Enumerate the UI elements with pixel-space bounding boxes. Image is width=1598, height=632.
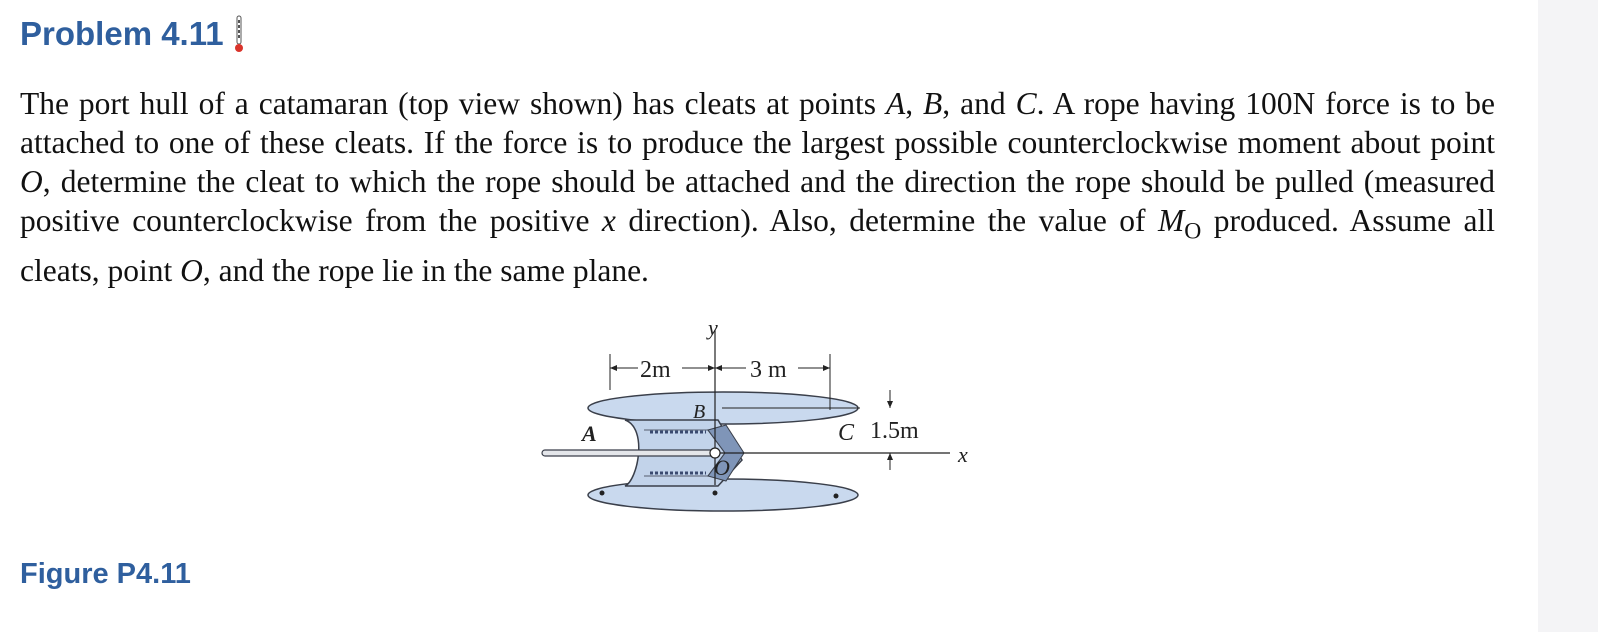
arrow-dim-right-start: [715, 365, 722, 371]
statement-segment: O: [180, 253, 203, 289]
statement-segment: A: [885, 86, 906, 121]
dim-left-label: 2m: [640, 357, 671, 383]
cleat-dot-left: [600, 491, 605, 496]
problem-statement: [20, 84, 1495, 290]
point-c-label: C: [838, 420, 855, 446]
catamaran-figure: [530, 310, 990, 530]
cleat-dot-center: [713, 491, 718, 496]
statement-segment: produced. Assume all cleats, point: [20, 203, 1496, 289]
arrow-dim-right-end: [823, 365, 830, 371]
arrow-dim-left-end: [708, 365, 715, 371]
arrow-dim-vert-lower: [887, 453, 893, 460]
y-axis-label: y: [708, 315, 718, 340]
dim-vertical-label: 1.5m: [870, 418, 919, 444]
problem-title-text: Problem 4.11: [20, 15, 224, 52]
dim-right-label: 3 m: [750, 357, 787, 383]
point-a-label: A: [582, 421, 597, 446]
statement-segment: direction). Also, determine the value of: [615, 203, 1158, 238]
point-b-label: B: [693, 401, 706, 423]
thermometer-icon[interactable]: [234, 14, 244, 54]
statement-segment: The port hull of a catamaran (top view shown) has cleats at points: [20, 86, 886, 121]
figure-caption: Figure P4.11: [20, 558, 191, 590]
statement-segment: x: [601, 203, 616, 238]
statement-segment: M: [1157, 203, 1185, 238]
problem-title: [20, 14, 244, 54]
statement-segment: C: [1015, 86, 1037, 121]
arrow-dim-left-start: [610, 365, 617, 371]
arrow-dim-vert-upper: [887, 401, 893, 408]
statement-segment: , determine the cleat to which the rope should be attached and the direction the rope should be pulled (measured positive counterclockwise from the positive: [20, 164, 1495, 238]
right-gutter: [1538, 0, 1598, 632]
statement-segment: O: [1184, 218, 1202, 245]
point-o-label: O: [714, 455, 730, 480]
boom: [542, 450, 716, 456]
statement-segment: B: [923, 86, 943, 121]
x-axis-label: x: [958, 442, 968, 467]
statement-segment: O: [20, 164, 43, 199]
statement-segment: , and: [942, 86, 1016, 121]
cleat-dot-right: [834, 494, 839, 499]
statement-segment: . A rope having 100N force is to be attached to one of these cleats. If the force is to produce the largest possible counterclockwise moment about point: [20, 86, 1496, 160]
statement-segment: ,: [905, 86, 924, 121]
statement-segment: , and the rope lie in the same plane.: [202, 253, 649, 289]
